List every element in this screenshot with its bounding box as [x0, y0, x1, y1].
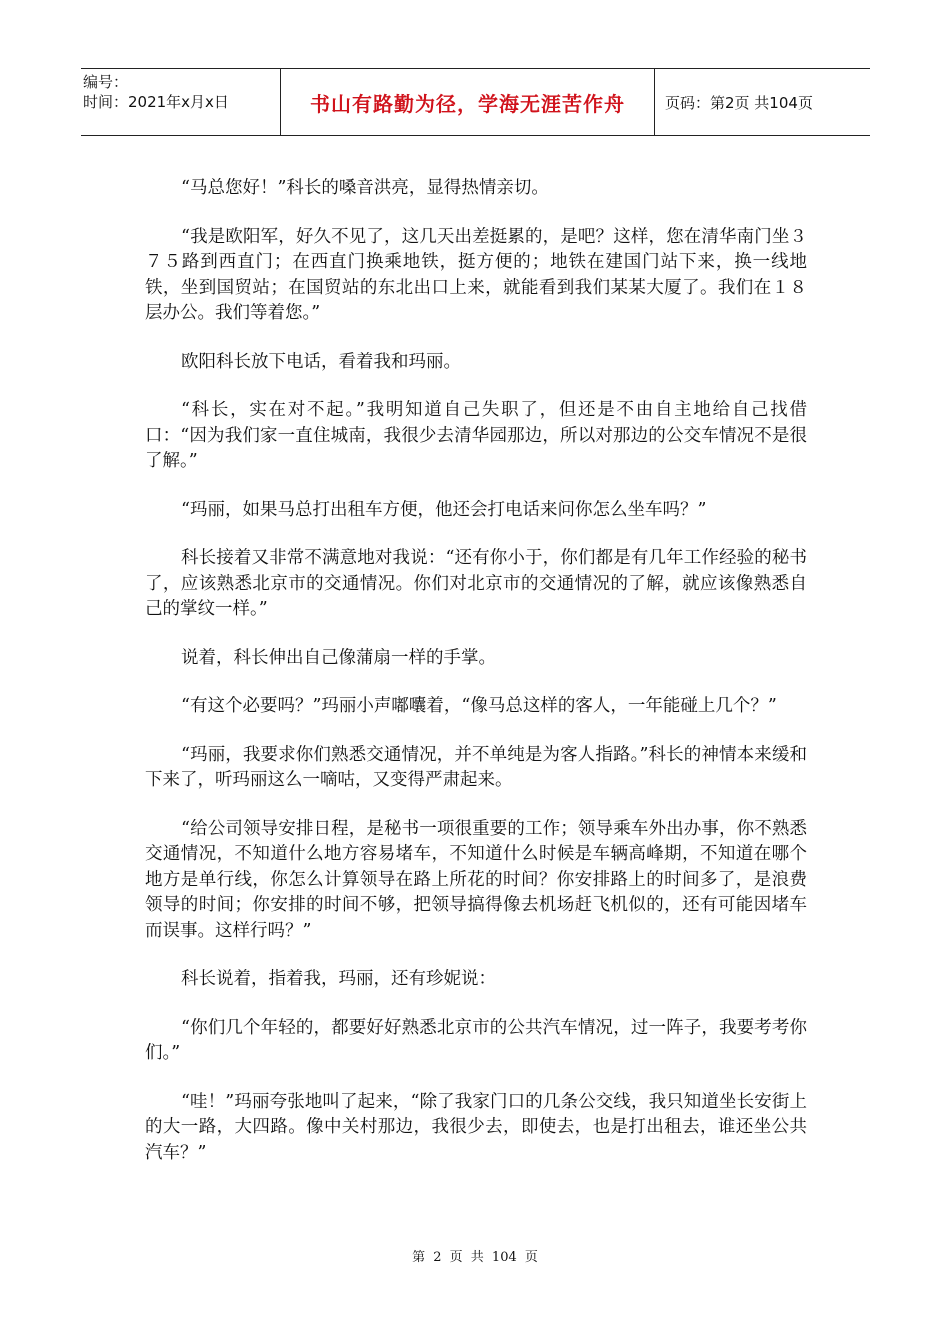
document-date: 时间：2021年x月x日	[83, 93, 229, 111]
page-header	[81, 68, 870, 136]
paragraph: “玛丽，如果马总打出租车方便，他还会打电话来问你怎么坐车吗？”	[181, 499, 707, 520]
paragraph: “玛丽，我要求你们熟悉交通情况，并不单纯是为客人指路。”科长的神情本来缓和下来了，听玛丽这么一嘀咕，又变得严肃起来。	[145, 744, 807, 790]
paragraph: 说着，科长伸出自己像蒲扇一样的手掌。	[181, 647, 496, 668]
paragraph: “我是欧阳军，好久不见了，这几天出差挺累的，是吧？这样，您在清华南门坐３７５路到西直门；在西直门换乘地铁，挺方便的；地铁在建国门站下来，换一线地铁，坐到国贸站；在国贸站的东北出口上来，就能看到我们某某大厦了。我们在１８层办公。我们等着您。”	[145, 226, 807, 323]
paragraph: 欧阳科长放下电话，看着我和玛丽。	[181, 351, 461, 372]
paragraph: “你们几个年轻的，都要好好熟悉北京市的公共汽车情况，过一阵子，我要考考你们。”	[145, 1017, 807, 1063]
paragraph: “有这个必要吗？”玛丽小声嘟囔着，“像马总这样的客人，一年能碰上几个？”	[181, 696, 777, 716]
document-body	[145, 176, 807, 1189]
paragraph: “给公司领导安排日程，是秘书一项很重要的工作；领导乘车外出办事，你不熟悉交通情况，不知道什么地方容易堵车，不知道什么时候是车辆高峰期，不知道在哪个地方是单行线，你怎么计算领导在路上所花的时间？你安排路上的时间多了，是浪费领导的时间；你安排的时间不够，把领导搞得像去机场赶飞机似的，还有可能因堵车而误事。这样行吗？”	[145, 818, 807, 941]
page-footer: 第 2 页 共 104 页	[412, 1250, 538, 1265]
header-page-info: 页码：第2页 共104页	[665, 93, 813, 112]
document-number-label: 编号：	[83, 73, 129, 91]
paragraph: “马总您好！”科长的嗓音洪亮，显得热情亲切。	[181, 178, 549, 198]
header-motto: 书山有路勤为径，学海无涯苦作舟	[310, 91, 625, 116]
paragraph: 科长说着，指着我，玛丽，还有珍妮说：	[181, 969, 496, 989]
paragraph: “科长，实在对不起。”我明知道自己失职了，但还是不由自主地给自己找借口：“因为我们家一直住城南，我很少去清华园那边，所以对那边的公交车情况不是很了解。”	[145, 400, 807, 471]
header-motto-cell	[281, 69, 655, 135]
paragraph: “哇！”玛丽夸张地叫了起来，“除了我家门口的几条公交线，我只知道坐长安街上的大一路，大四路。像中关村那边，我很少去，即使去，也是打出租去，谁还坐公共汽车？”	[145, 1091, 807, 1163]
header-meta	[81, 69, 281, 135]
paragraph: 科长接着又非常不满意地对我说：“还有你小于，你们都是有几年工作经验的秘书了，应该熟悉北京市的交通情况。你们对北京市的交通情况的了解，就应该像熟悉自己的掌纹一样。”	[145, 548, 807, 619]
